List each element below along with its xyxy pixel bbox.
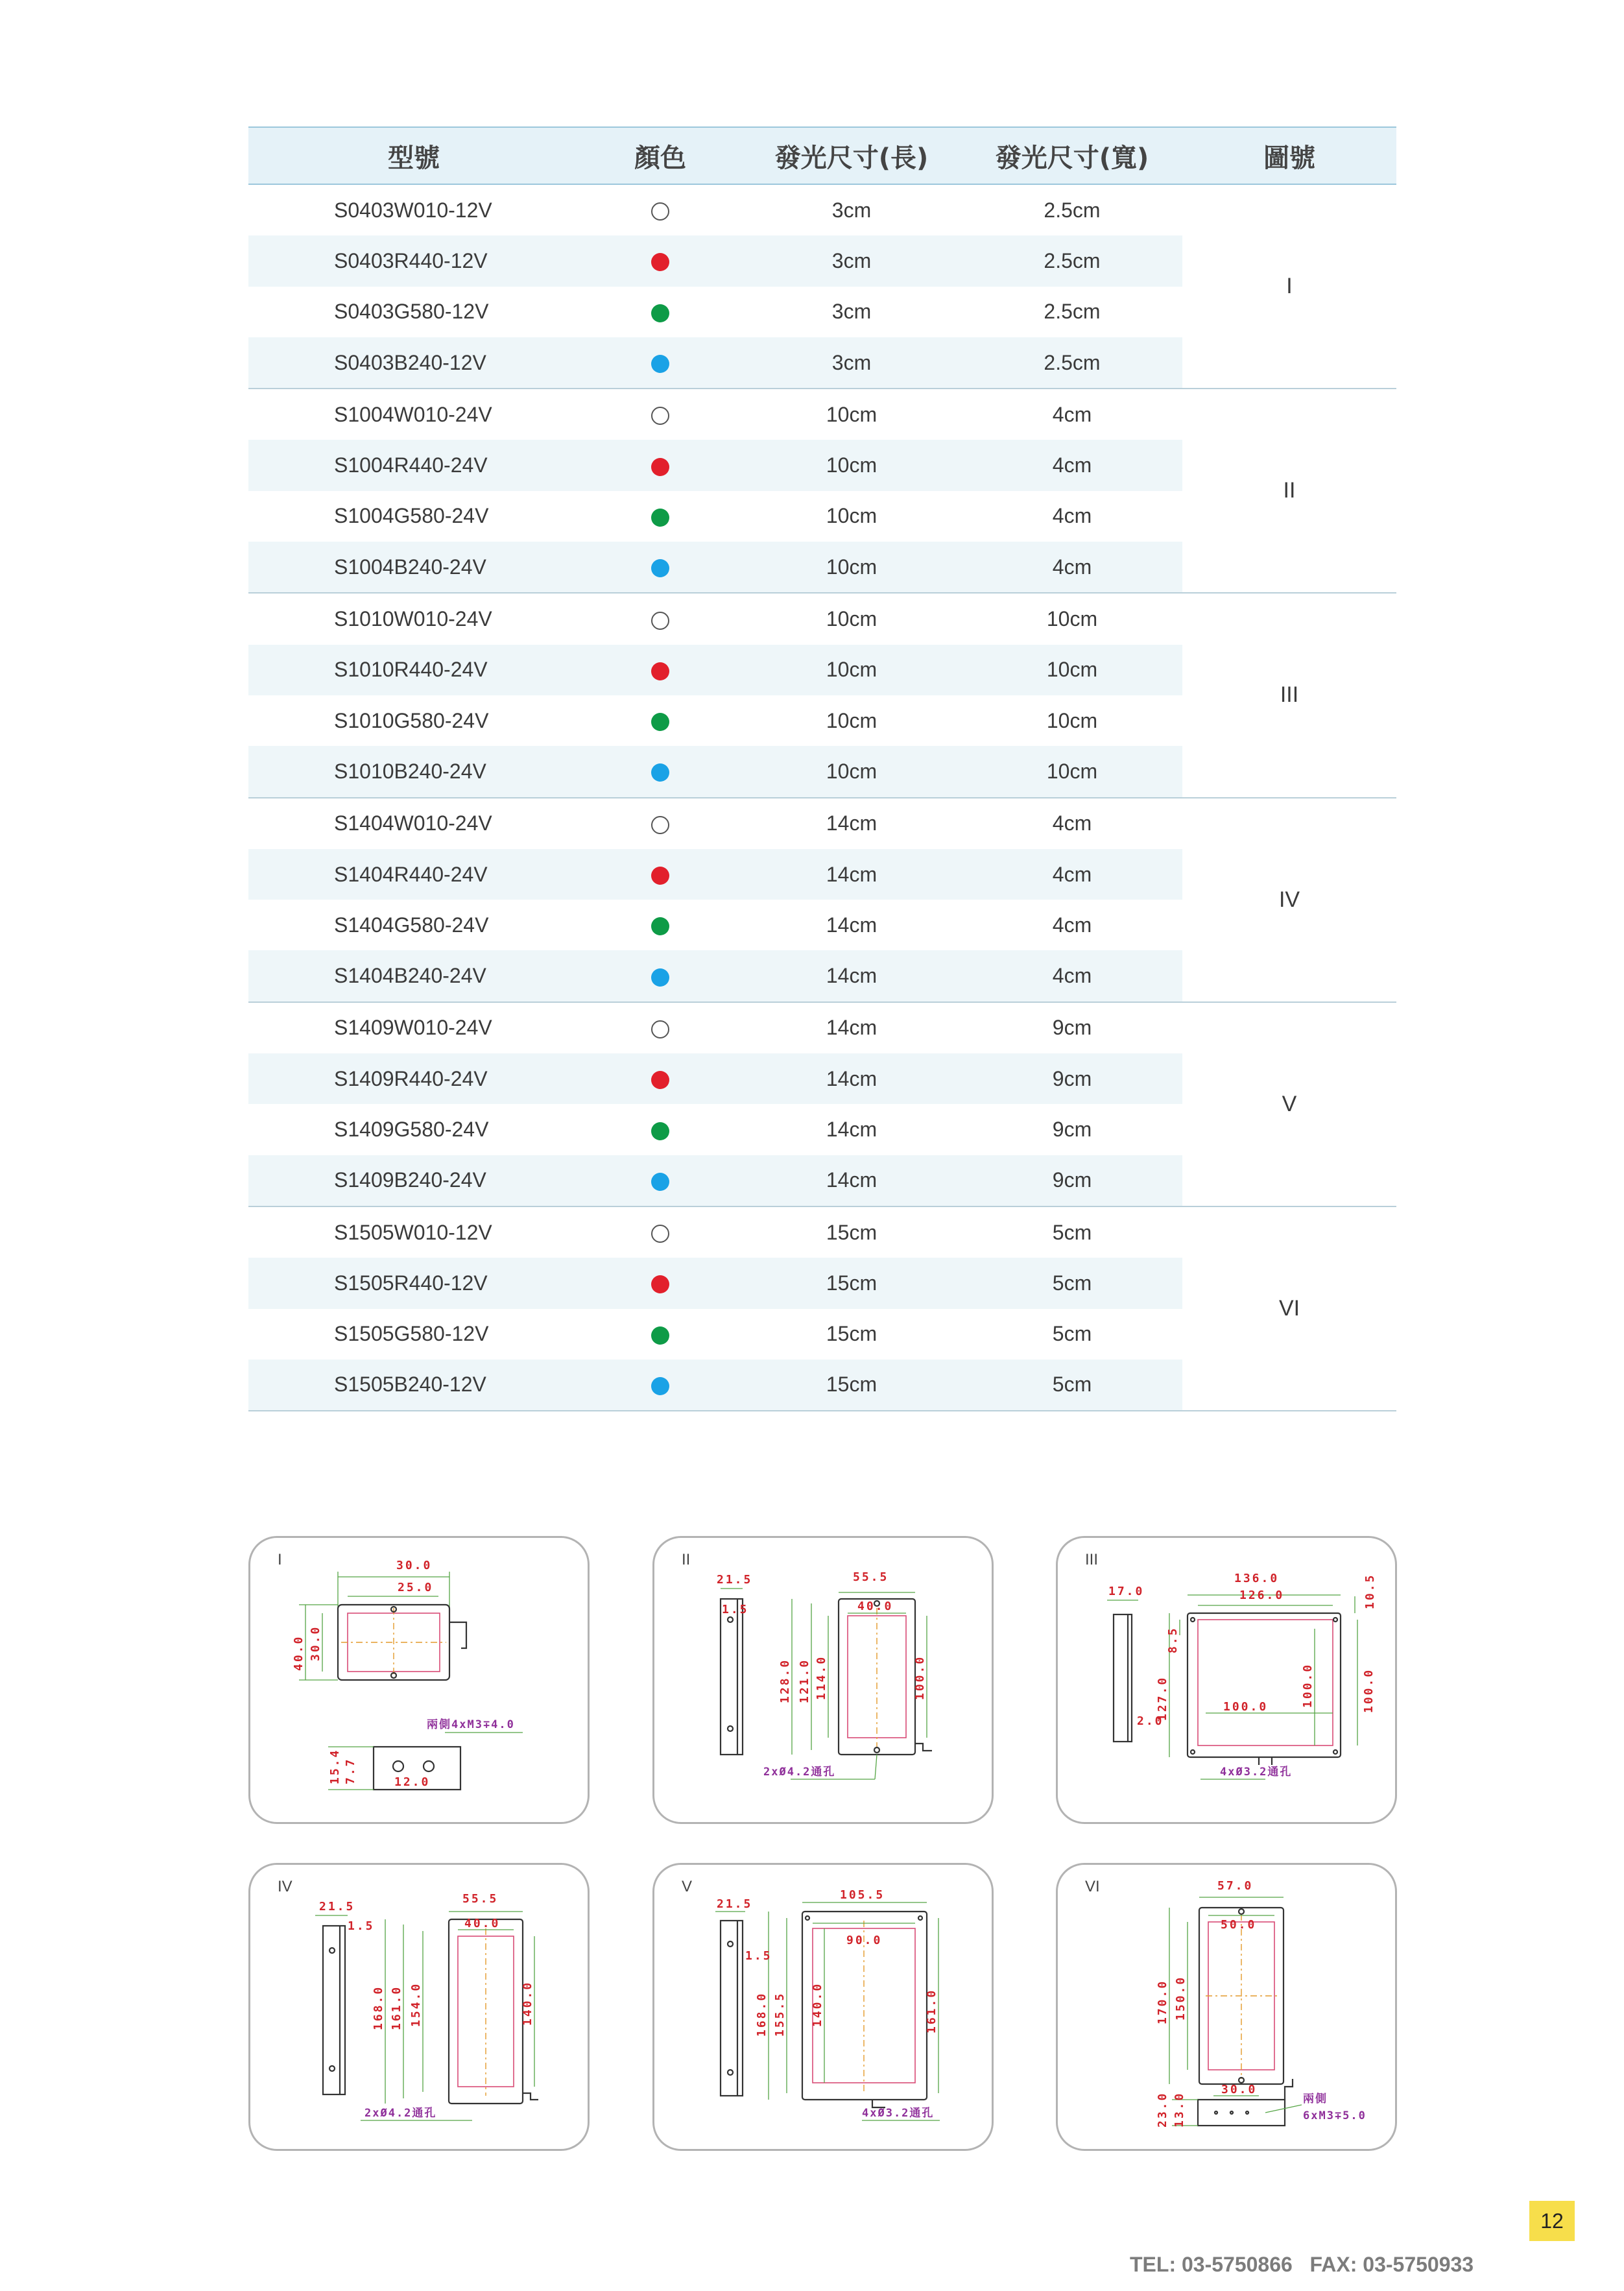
- dim-label: 23.0: [1156, 2091, 1169, 2128]
- dim-label: 55.5: [462, 1892, 499, 1906]
- model-cell: S1409W010-24V: [334, 1016, 492, 1040]
- length-cell: 3cm: [741, 337, 962, 389]
- length-cell: 3cm: [741, 235, 962, 286]
- dim-label: 154.0: [409, 1982, 423, 2027]
- note-label: 兩側: [1303, 2093, 1328, 2105]
- color-cell: [579, 491, 741, 542]
- length-cell: 3cm: [831, 198, 872, 222]
- header-width: 發光尺寸(寬): [962, 127, 1182, 184]
- color-swatch-blue: [651, 355, 669, 373]
- color-swatch-red: [651, 458, 669, 476]
- color-swatch-red: [651, 662, 669, 680]
- note-label: 4xØ3.2通孔: [862, 2107, 935, 2120]
- dimension-drawing: [250, 1865, 591, 2153]
- length-cell: 10cm: [741, 542, 962, 593]
- color-cell: [579, 287, 741, 337]
- length-cell: 10cm: [826, 708, 878, 732]
- length-cell: 3cm: [831, 300, 872, 324]
- model-cell: S1404R440-24V: [248, 849, 579, 900]
- color-swatch-blue: [651, 559, 669, 577]
- dim-label: 50.0: [1221, 1918, 1257, 1932]
- dim-label: 127.0: [1156, 1675, 1169, 1721]
- color-cell: [579, 746, 741, 797]
- drawing-label: IV: [278, 1878, 293, 1895]
- color-cell: [579, 900, 741, 950]
- length-cell: 10cm: [826, 504, 878, 528]
- color-swatch-green: [651, 1122, 669, 1140]
- dim-label: 170.0: [1156, 1979, 1169, 2024]
- model-cell: S1004W010-24V: [334, 402, 492, 426]
- color-swatch-green: [651, 1326, 669, 1345]
- dim-label: 7.7: [344, 1757, 357, 1784]
- model-cell: S1404B240-24V: [248, 950, 579, 1002]
- drawing-label: II: [682, 1551, 691, 1568]
- dim-label: 25.0: [398, 1581, 434, 1594]
- width-cell: 5cm: [1052, 1322, 1092, 1346]
- drawing-label: I: [278, 1551, 282, 1568]
- dim-label: 128.0: [778, 1658, 792, 1703]
- dim-label: 126.0: [1239, 1589, 1285, 1602]
- dim-label: 21.5: [319, 1900, 355, 1913]
- dim-label: 30.0: [309, 1625, 322, 1661]
- dim-label: 8.5: [1166, 1626, 1180, 1653]
- dimension-drawing: [1058, 1538, 1399, 1826]
- width-cell: 5cm: [962, 1360, 1182, 1411]
- dim-label: 30.0: [396, 1559, 433, 1572]
- dim-label: 140.0: [811, 1982, 824, 2027]
- figure-number-cell: V: [1182, 1002, 1396, 1206]
- length-cell: 15cm: [741, 1258, 962, 1308]
- dim-label: 100.0: [913, 1655, 927, 1700]
- color-cell: [579, 798, 741, 849]
- length-cell: 10cm: [741, 645, 962, 695]
- model-cell: S1010B240-24V: [248, 746, 579, 797]
- model-cell: S1409G580-24V: [334, 1117, 489, 1141]
- table-row: [248, 798, 1396, 849]
- width-cell: 5cm: [1052, 1220, 1092, 1244]
- header-model: 型號: [248, 127, 579, 184]
- model-cell: S1404G580-24V: [334, 913, 489, 937]
- width-cell: 4cm: [962, 440, 1182, 490]
- dim-label: 2.0: [1137, 1714, 1164, 1728]
- length-cell: 10cm: [826, 402, 878, 426]
- color-cell: [579, 235, 741, 286]
- header-length: 發光尺寸(長): [741, 127, 962, 184]
- model-cell: S1004B240-24V: [248, 542, 579, 593]
- table-row: [248, 184, 1396, 235]
- dim-label: 136.0: [1234, 1572, 1280, 1585]
- dimension-drawing: [654, 1538, 996, 1826]
- width-cell: 4cm: [962, 542, 1182, 593]
- length-cell: 14cm: [826, 811, 878, 835]
- model-cell: S1505R440-12V: [248, 1258, 579, 1308]
- model-cell: S0403G580-12V: [334, 300, 489, 324]
- color-cell: [579, 1309, 741, 1360]
- length-cell: 15cm: [826, 1322, 878, 1346]
- color-swatch-blue: [651, 1377, 669, 1395]
- width-cell: 2.5cm: [962, 235, 1182, 286]
- width-cell: 2.5cm: [1044, 198, 1101, 222]
- drawing-panel-ii: [652, 1536, 994, 1824]
- dim-label: 155.5: [773, 1991, 787, 2037]
- color-cell: [579, 849, 741, 900]
- dim-label: 17.0: [1108, 1585, 1145, 1598]
- width-cell: 5cm: [962, 1258, 1182, 1308]
- length-cell: 14cm: [826, 913, 878, 937]
- color-swatch-white: [651, 816, 669, 834]
- color-swatch-blue: [651, 1173, 669, 1191]
- dim-label: 12.0: [394, 1775, 431, 1789]
- note-label: 4xØ3.2通孔: [1220, 1766, 1293, 1779]
- table-row: [248, 1206, 1396, 1258]
- length-cell: 10cm: [741, 746, 962, 797]
- color-swatch-red: [651, 253, 669, 271]
- model-cell: S1404W010-24V: [334, 811, 492, 835]
- header-color: 顏色: [579, 127, 741, 184]
- width-cell: 10cm: [962, 746, 1182, 797]
- color-swatch-white: [651, 1225, 669, 1243]
- dim-label: 121.0: [798, 1658, 811, 1703]
- drawing-panel-i: [248, 1536, 590, 1824]
- model-cell: S1010G580-24V: [334, 708, 489, 732]
- header-figure: 圖號: [1182, 127, 1396, 184]
- color-cell: [579, 1360, 741, 1411]
- color-cell: [579, 184, 741, 235]
- model-cell: S1409B240-24V: [248, 1155, 579, 1206]
- model-cell: S1004G580-24V: [334, 504, 489, 528]
- length-cell: 14cm: [741, 1053, 962, 1104]
- width-cell: 4cm: [962, 849, 1182, 900]
- width-cell: 10cm: [962, 645, 1182, 695]
- color-cell: [579, 1258, 741, 1308]
- color-swatch-white: [651, 407, 669, 425]
- model-cell: S1505W010-12V: [334, 1220, 492, 1244]
- drawing-panel-iv: [248, 1863, 590, 2151]
- dim-label: 55.5: [853, 1570, 889, 1584]
- length-cell: 14cm: [741, 950, 962, 1002]
- table-row: [248, 593, 1396, 644]
- dim-label: 100.0: [1223, 1700, 1269, 1714]
- drawing-panel-v: [652, 1863, 994, 2151]
- drawing-label: V: [682, 1878, 693, 1895]
- length-cell: 14cm: [741, 1155, 962, 1206]
- model-cell: S1505G580-12V: [334, 1322, 489, 1346]
- dim-label: 161.0: [925, 1988, 938, 2033]
- length-cell: 14cm: [826, 1117, 878, 1141]
- length-cell: 15cm: [826, 1220, 878, 1244]
- width-cell: 9cm: [1052, 1117, 1092, 1141]
- length-cell: 14cm: [826, 1016, 878, 1040]
- color-cell: [579, 389, 741, 440]
- drawing-panel-vi: [1056, 1863, 1397, 2151]
- figure-number-cell: II: [1182, 389, 1396, 593]
- note-label: 兩側4xM3∓4.0: [427, 1718, 515, 1731]
- color-swatch-blue: [651, 968, 669, 987]
- color-cell: [579, 645, 741, 695]
- page-number: 12: [1529, 2201, 1575, 2241]
- table-row: [248, 389, 1396, 440]
- width-cell: 9cm: [962, 1155, 1182, 1206]
- color-cell: [579, 1206, 741, 1258]
- dim-label: 40.0: [292, 1635, 305, 1671]
- length-cell: 10cm: [826, 607, 878, 631]
- note-label: 6xM3∓5.0: [1303, 2109, 1367, 2122]
- model-cell: S1409R440-24V: [248, 1053, 579, 1104]
- figure-number-cell: I: [1182, 184, 1396, 389]
- width-cell: 4cm: [1052, 811, 1092, 835]
- dim-label: 114.0: [815, 1655, 828, 1700]
- model-cell: S1010R440-24V: [248, 645, 579, 695]
- width-cell: 9cm: [1052, 1016, 1092, 1040]
- color-cell: [579, 1155, 741, 1206]
- color-cell: [579, 337, 741, 389]
- color-swatch-red: [651, 1071, 669, 1089]
- width-cell: 10cm: [1046, 708, 1098, 732]
- dim-label: 161.0: [390, 1985, 403, 2030]
- figure-number-cell: VI: [1182, 1206, 1396, 1411]
- model-cell: S1505B240-12V: [248, 1360, 579, 1411]
- dim-label: 57.0: [1217, 1879, 1254, 1893]
- color-swatch-green: [651, 509, 669, 527]
- figure-number-cell: IV: [1182, 798, 1396, 1002]
- dim-label: 40.0: [857, 1600, 894, 1613]
- dim-label: 15.4: [328, 1748, 342, 1784]
- dim-label: 100.0: [1301, 1662, 1315, 1708]
- dim-label: 168.0: [372, 1985, 385, 2030]
- model-cell: S1010W010-24V: [334, 607, 492, 631]
- dim-label: 1.5: [348, 1919, 375, 1933]
- color-swatch-red: [651, 867, 669, 885]
- dimension-drawing: [654, 1865, 996, 2153]
- color-cell: [579, 950, 741, 1002]
- color-cell: [579, 1053, 741, 1104]
- color-cell: [579, 542, 741, 593]
- color-swatch-blue: [651, 763, 669, 782]
- width-cell: 9cm: [962, 1053, 1182, 1104]
- color-swatch-white: [651, 202, 669, 221]
- width-cell: 10cm: [1046, 607, 1098, 631]
- dim-label: 1.5: [745, 1949, 772, 1963]
- dim-label: 100.0: [1362, 1668, 1376, 1713]
- model-cell: S0403B240-12V: [248, 337, 579, 389]
- contact-info: TEL: 03-5750866 FAX: 03-5750933: [1130, 2253, 1474, 2276]
- width-cell: 4cm: [1052, 913, 1092, 937]
- note-label: 2xØ4.2通孔: [364, 2107, 437, 2120]
- color-swatch-white: [651, 1020, 669, 1038]
- length-cell: 14cm: [741, 849, 962, 900]
- width-cell: 4cm: [962, 950, 1182, 1002]
- drawing-panel-iii: [1056, 1536, 1397, 1824]
- length-cell: 15cm: [741, 1360, 962, 1411]
- spec-table: [248, 126, 1396, 1411]
- dim-label: 1.5: [722, 1603, 749, 1616]
- table-header-row: [248, 127, 1396, 184]
- color-cell: [579, 593, 741, 644]
- width-cell: 2.5cm: [962, 337, 1182, 389]
- dim-label: 13.0: [1173, 2091, 1186, 2128]
- dimension-drawing: [1058, 1865, 1399, 2153]
- color-swatch-red: [651, 1275, 669, 1293]
- dim-label: 168.0: [755, 1991, 769, 2037]
- model-cell: S1004R440-24V: [248, 440, 579, 490]
- dim-label: 150.0: [1174, 1975, 1188, 2021]
- color-cell: [579, 1104, 741, 1155]
- drawing-label: III: [1085, 1551, 1099, 1568]
- dim-label: 10.5: [1363, 1573, 1377, 1609]
- color-swatch-green: [651, 713, 669, 731]
- color-swatch-green: [651, 304, 669, 322]
- dim-label: 140.0: [521, 1980, 534, 2026]
- dim-label: 105.5: [840, 1888, 885, 1902]
- dim-label: 30.0: [1221, 2083, 1258, 2096]
- model-cell: S0403R440-12V: [248, 235, 579, 286]
- dim-label: 90.0: [846, 1934, 883, 1947]
- width-cell: 4cm: [1052, 402, 1092, 426]
- color-cell: [579, 695, 741, 746]
- model-cell: S0403W010-12V: [334, 198, 492, 222]
- dim-label: 40.0: [464, 1917, 501, 1930]
- width-cell: 2.5cm: [1044, 300, 1101, 324]
- color-cell: [579, 1002, 741, 1053]
- dim-label: 21.5: [717, 1897, 753, 1911]
- drawing-label: VI: [1085, 1878, 1100, 1895]
- dimension-drawing: [250, 1538, 591, 1826]
- color-cell: [579, 440, 741, 490]
- color-swatch-green: [651, 917, 669, 935]
- note-label: 2xØ4.2通孔: [763, 1766, 836, 1779]
- figure-number-cell: III: [1182, 593, 1396, 797]
- dim-label: 21.5: [717, 1573, 753, 1587]
- table-row: [248, 1002, 1396, 1053]
- length-cell: 10cm: [741, 440, 962, 490]
- width-cell: 4cm: [1052, 504, 1092, 528]
- color-swatch-white: [651, 612, 669, 630]
